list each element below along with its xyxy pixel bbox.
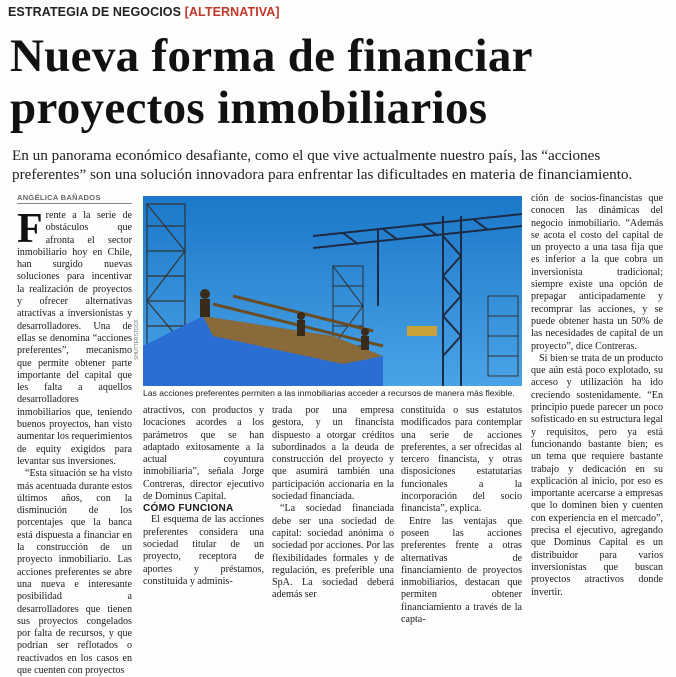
col5-paragraph-2: Si bien se trata de un producto que aún está poco explotado, su acceso y utilización ha ido creciendo sostenidamente. “En principio puede parecer un poco sofisticado en su estructura legal y requisitos, pero ya está funcionando bastante bien; es un tema que requiere bastante trabajo y dedicación en su explicación al inicio, por eso es importante acercarse a empresas que lo dominen bien y cuenten con experiencia en el mercado”, precisa el ejecutivo, agregando que Dominus Capital es un distribuidor para varios inversionistas que buscan proyectos atractivos donde invertir. bbox=[531, 352, 663, 598]
headline: Nueva forma de financiar proyectos inmobiliarios bbox=[10, 30, 532, 134]
photo-credit: SHUTTERSTOCK bbox=[134, 319, 140, 360]
construction-photo bbox=[143, 196, 522, 386]
col3-paragraph-1: trada por una empresa gestora, y un financista dispuesto a otorgar créditos subordinados a la deuda de construcción del proyecto y que asumirá también una participación accionaria en la sociedad financiada. bbox=[272, 405, 394, 503]
section-kicker bbox=[8, 5, 280, 19]
col4-paragraph-1: constituida o sus estatutos modificados para contemplar una serie de acciones preferentes, a ser ofrecidas al tercero financista, y otras disposiciones estatutarias funcionales a la incorporación del socio financista”, explica. bbox=[401, 405, 522, 515]
lead-paragraph: En un panorama económico desafiante, como el que vive actualmente nuestro país, las “acciones preferentes” son una solución innovadora para enfrentar las dificultades en materia de financiamiento. bbox=[12, 147, 633, 183]
col1-paragraph-2: “Esta situación se ha visto más acentuada durante estos últimos años, con la disminución de los porcentajes que la banca está dispuesta a financiar en la construcción de un proyecto inmobiliario. Las acciones preferentes se abre una nueva e interesante posibilidad a desarrolladores que tienen sus proyectos congelados por falta de recursos, y que podrían ser reflotados o reactivados en los casos en que cuenten con proyectos bbox=[17, 468, 132, 676]
section-label: ESTRATEGIA DE NEGOCIOS bbox=[8, 5, 182, 19]
col2-paragraph-2: El esquema de las acciones preferentes considera una sociedad titular de un proyecto, receptora de aportes y préstamos, constituida y adminis- bbox=[143, 514, 264, 587]
drop-cap: F bbox=[17, 206, 43, 252]
col1-paragraph-1: rente a la serie de obstáculos que afronta el sector inmobiliario hoy en Chile, han surgido nuevas soluciones para incentivar la realización de proyectos y ofrecer alternativas atractivas a inversionistas y desarrolladores. Una de ellas se denomina “acciones preferentes”, mecanismo que permite obtener parte importante del capital que les falta a aquellos desarrolladores inmobiliarios que, teniendo buenos proyectos, han visto aumentar los requerimientos de equity exigidos para levantar sus inversiones. bbox=[17, 210, 132, 467]
photo-caption: Las acciones preferentes permiten a las inmobiliarias acceder a recursos de manera más flexible. bbox=[143, 388, 515, 398]
col3-paragraph-2: “La sociedad financiada debe ser una sociedad de capital: sociedad anónima o sociedad por acciones. Por las flexibilidades formales y de regulación, es preferible una SpA. La sociedad deberá además ser bbox=[272, 503, 394, 601]
subhead-como-funciona: CÓMO FUNCIONA bbox=[143, 503, 234, 515]
article-column-3 bbox=[272, 405, 394, 601]
col5-paragraph-1: ción de socios-financistas que conocen las dinámicas del negocio inmobiliario. “Además se acota el costo del capital de un proyecto a una tasa fija que es inferior a la que cobra un inversionista tradicional; siempre existe una opción de prepagar anticipadamente y recomprar las acciones, y se puede obtener hasta un 50% de las necesidades de capital de un proyecto”, dice Contreras. bbox=[531, 193, 663, 352]
byline-rule bbox=[17, 203, 132, 204]
article-column-4 bbox=[401, 405, 522, 626]
section-close-bracket: ] bbox=[275, 5, 280, 19]
article-column-5 bbox=[531, 193, 663, 598]
section-tag: ALTERNATIVA bbox=[188, 5, 276, 19]
col4-paragraph-2: Entre las ventajas que poseen las acciones preferentes frente a otras alternativas de financiamiento de proyectos inmobiliarios, destacan que permiten obtener financiamiento a través de la capta- bbox=[401, 515, 522, 626]
byline: ANGÉLICA BAÑADOS bbox=[17, 193, 101, 202]
col2-paragraph-1: atractivos, con productos y locaciones acordes a los parámetros que se han adaptado exitosamente a la actual coyuntura inmobiliaria”, señala Jorge Contreras, director ejecutivo de Dominus Capital. bbox=[143, 405, 264, 503]
article-column-1 bbox=[17, 206, 132, 676]
section-open-bracket: [ bbox=[184, 5, 189, 19]
article-column-2 bbox=[143, 405, 264, 587]
construction-crane-illustration bbox=[143, 196, 522, 386]
